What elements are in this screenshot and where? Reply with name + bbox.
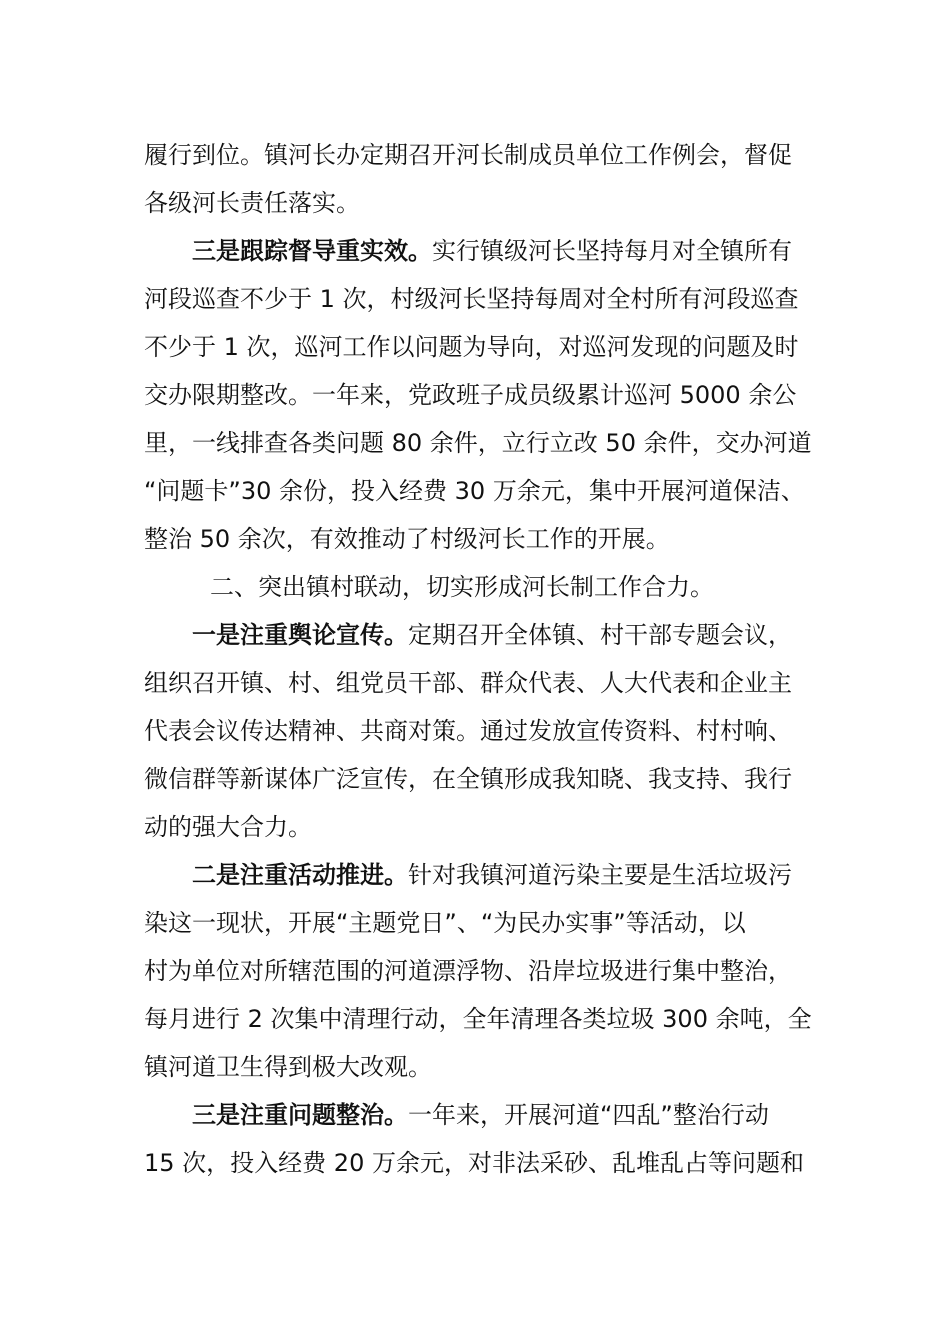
bold-heading: 三是跟踪督导重实效。 [192,237,432,265]
text-line [0,803,950,851]
bold-heading: 三是注重问题整治。 [192,1101,408,1129]
text-line [0,995,950,1043]
text-run: 村为单位对所辖范围的河道漂浮物、沿岸垃圾进行集中整治， [144,957,792,985]
text-run: 针对我镇河道污染主要是生活垃圾污 [408,861,792,889]
text-run: 15 次，投入经费 20 万余元，对非法采砂、乱堆乱占等问题和 [144,1149,804,1177]
text-run: 各级河长责任落实。 [144,189,360,217]
text-line [0,371,950,419]
text-run: “问题卡”30 余份，投入经费 30 万余元，集中开展河道保洁、 [144,477,805,505]
text-line [0,419,950,467]
text-line [0,323,950,371]
text-run: 每月进行 2 次集中清理行动，全年清理各类垃圾 300 余吨，全 [144,1005,812,1033]
text-run: 实行镇级河长坚持每月对全镇所有 [432,237,792,265]
text-run: 动的强大合力。 [144,813,312,841]
text-run: 染这一现状，开展“主题党日”、“为民办实事”等活动，以 [144,909,746,937]
text-run: 组织召开镇、村、组党员干部、群众代表、人大代表和企业主 [144,669,792,697]
text-line [0,467,950,515]
text-line [0,659,950,707]
text-line [0,515,950,563]
text-line [0,851,950,899]
text-run: 二、突出镇村联动，切实形成河长制工作合力。 [210,573,714,601]
text-run: 不少于 1 次，巡河工作以问题为导向，对巡河发现的问题及时 [144,333,799,361]
text-run: 定期召开全体镇、村干部专题会议， [408,621,792,649]
text-line [0,227,950,275]
text-run: 代表会议传达精神、共商对策。通过发放宣传资料、村村响、 [144,717,792,745]
text-run: 镇河道卫生得到极大改观。 [144,1053,432,1081]
section-heading [0,563,950,611]
text-line [0,611,950,659]
bold-heading: 二是注重活动推进。 [192,861,408,889]
text-line [0,1091,950,1139]
text-line [0,275,950,323]
text-run: 一年来，开展河道“四乱”整治行动 [408,1101,769,1129]
text-line [0,179,950,227]
text-line [0,1043,950,1091]
text-run: 里，一线排查各类问题 80 余件，立行立改 50 余件，交办河道 [144,429,812,457]
text-line [0,899,950,947]
text-run: 交办限期整改。一年来，党政班子成员级累计巡河 5000 余公 [144,381,797,409]
text-line [0,947,950,995]
text-run: 河段巡查不少于 1 次，村级河长坚持每周对全村所有河段巡查 [144,285,799,313]
bold-heading: 一是注重舆论宣传。 [192,621,408,649]
text-run: 履行到位。镇河长办定期召开河长制成员单位工作例会，督促 [144,141,792,169]
text-run: 微信群等新谋体广泛宣传，在全镇形成我知晓、我支持、我行 [144,765,792,793]
text-line [0,707,950,755]
text-line [0,755,950,803]
text-run: 整治 50 余次，有效推动了村级河长工作的开展。 [144,525,670,553]
text-line [0,131,950,179]
text-line [0,1139,950,1187]
